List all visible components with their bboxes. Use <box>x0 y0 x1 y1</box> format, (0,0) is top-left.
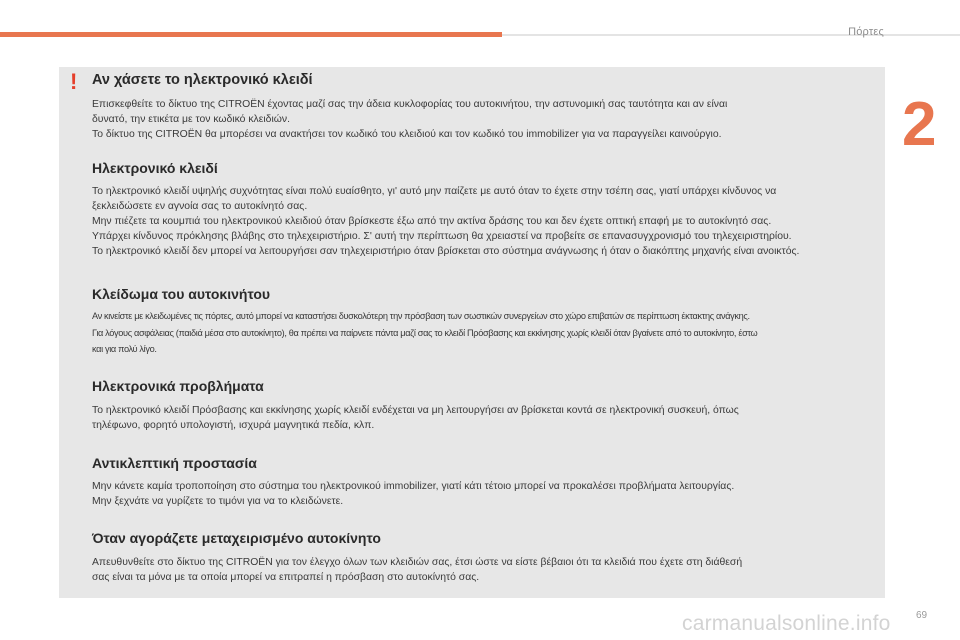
text-line: Για λόγους ασφάλειας (παιδιά μέσα στο αυτοκίνητο), θα πρέπει να παίρνετε πάντα μαζί σας το κλειδί Πρόσβασης και εκκίνησης χωρίς κλειδί όταν βγαίνετε από το αυτοκίνητο, έστω <box>92 327 758 338</box>
section-title: Πόρτες <box>848 26 884 38</box>
watermark: carmanualsonline.info <box>682 612 891 635</box>
text-line: Το ηλεκτρονικό κλειδί Πρόσβασης και εκκίνησης χωρίς κλειδί ενδέχεται να μη λειτουργήσει αν βρίσκεται κοντά σε ηλεκτρονική συσκευή, όπως <box>92 405 739 416</box>
section-text-used-car <box>92 555 882 585</box>
section-heading-anti-theft: Αντικλεπτική προστασία <box>92 455 257 471</box>
text-line: Μην ξεχνάτε να γυρίζετε το τιμόνι για να το κλειδώνετε. <box>92 496 344 507</box>
text-line: Το ηλεκτρονικό κλειδί υψηλής συχνότητας είναι πολύ ευαίσθητο, γι' αυτό μην παίζετε με αυτό όταν το έχετε στην τσέπη σας, γιατί υπάρχει κίνδυνος να <box>92 186 777 197</box>
header-rule <box>502 34 960 36</box>
text-line: και για πολύ λίγο. <box>92 344 157 354</box>
section-text-electronic-problems <box>92 403 882 433</box>
section-heading-car-locking: Κλείδωμα του αυτοκινήτου <box>92 286 271 302</box>
text-line: σας είναι τα μόνα με τα οποία μπορεί να επιτραπεί η πρόσβαση στο αυτοκίνητό σας. <box>92 572 480 583</box>
header-accent-bar <box>0 32 502 37</box>
exclamation-icon: ! <box>70 69 78 94</box>
section-text-anti-theft <box>92 479 882 509</box>
chapter-number: 2 <box>902 90 937 159</box>
section-text-electronic-key <box>92 184 882 259</box>
text-line: Το ηλεκτρονικό κλειδί δεν μπορεί να λειτουργήσει σαν τηλεχειριστήριο όταν βρίσκεται στο σύστημα ανάγνωσης ή όταν ο διακόπτης μηχανής είναι ανοικτός. <box>92 246 800 257</box>
section-heading-electronic-key: Ηλεκτρονικό κλειδί <box>92 160 218 176</box>
text-line: τηλέφωνο, φορητό υπολογιστή, ισχυρά μαγνητικά πεδία, κλπ. <box>92 420 375 431</box>
text-line: Το δίκτυο της CITROËN θα μπορέσει να ανακτήσει τον κωδικό του κλειδιού και τον κωδικό του immobilizer για να παραγγείλει καινούργιο. <box>92 129 722 140</box>
text-line: ξεκλειδώσετε εν αγνοία σας το αυτοκίνητό σας. <box>92 201 308 212</box>
text-line: Επισκεφθείτε το δίκτυο της CITROËN έχοντας μαζί σας την άδεια κυκλοφορίας του αυτοκινήτου, την αστυνομική σας ταυτότητα και αν είναι <box>92 99 728 110</box>
warning-text <box>92 97 882 142</box>
text-line: Μην κάνετε καμία τροποποίηση στο σύστημα του ηλεκτρονικού immobilizer, γιατί κάτι τέτοιο μπορεί να προκαλέσει προβλήματα λειτουργίας. <box>92 481 735 492</box>
page-number: 69 <box>916 610 928 621</box>
section-heading-used-car: Όταν αγοράζετε μεταχειρισμένο αυτοκίνητο <box>92 530 381 546</box>
warning-heading: Αν χάσετε το ηλεκτρονικό κλειδί <box>92 72 313 88</box>
section-text-car-locking <box>92 308 882 358</box>
text-line: Αν κινείστε με κλειδωμένες τις πόρτες, αυτό μπορεί να καταστήσει δυσκολότερη την πρόσβαση των σωστικών συνεργείων στο χώρο επιβατών σε περίπτωση έκτακτης ανάγκης. <box>92 311 750 321</box>
text-line: Απευθυνθείτε στο δίκτυο της CITROËN για τον έλεγχο όλων των κλειδιών σας, έτσι ώστε να είστε βέβαιοι ότι τα κλειδιά που έχετε στη διάθεσή <box>92 557 743 568</box>
text-line: Υπάρχει κίνδυνος πρόκλησης βλάβης στο τηλεχειριστήριο. Σ' αυτή την περίπτωση θα χρειαστεί να προβείτε σε επανασυγχρονισμό του τηλεχειριστηρίου. <box>92 231 792 242</box>
text-line: Μην πιέζετε τα κουμπιά του ηλεκτρονικού κλειδιού όταν βρίσκεστε έξω από την ακτίνα δράσης του και δεν έχετε οπτική επαφή με το αυτοκίνητό σας. <box>92 216 772 227</box>
section-heading-electronic-problems: Ηλεκτρονικά προβλήματα <box>92 378 264 394</box>
text-line: δυνατό, την ετικέτα με τον κωδικό κλειδιών. <box>92 114 290 125</box>
